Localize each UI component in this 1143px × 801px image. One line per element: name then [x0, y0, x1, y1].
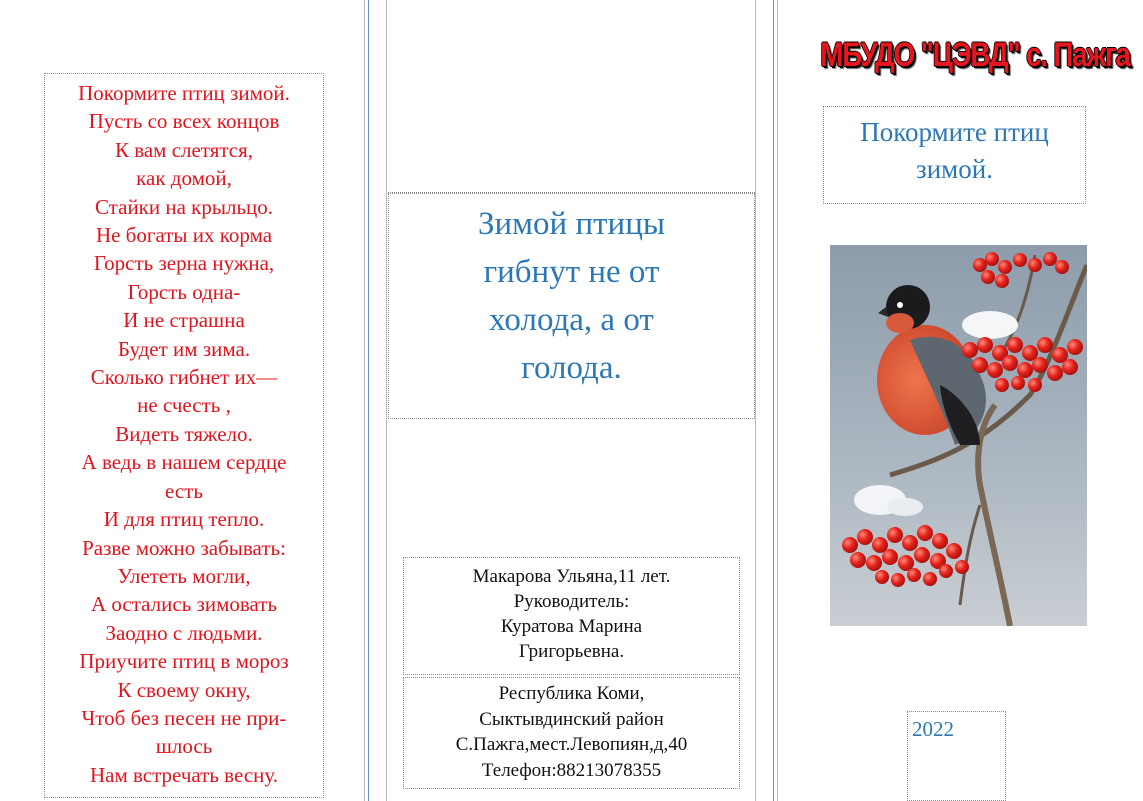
- poem-line: Сколько гибнет их—: [90, 365, 278, 390]
- slogan-line: холода, а от: [489, 302, 654, 338]
- year-frame: [907, 711, 1006, 801]
- poem-line: Будет им зима.: [117, 336, 251, 361]
- column-guide: [773, 0, 774, 801]
- poem-line: Разве можно забывать:: [82, 535, 286, 560]
- poem-line: Не богаты их корма: [95, 223, 273, 248]
- organization-title: МБУДО "ЦЭВД" с. Пажга: [820, 36, 1130, 74]
- poem-line: есть: [165, 478, 203, 503]
- cover-title-line: Покормите птиц: [860, 117, 1049, 147]
- author-frame: [403, 557, 740, 675]
- column-guide: [386, 0, 387, 801]
- author-line: Куратова Марина: [500, 616, 643, 637]
- cover-title-frame: [823, 106, 1086, 204]
- poem-line: А ведь в нашем сердце: [81, 450, 287, 475]
- poem-line: И не страшна: [123, 308, 245, 333]
- poem-line: И для птиц тепло.: [103, 507, 265, 532]
- poem-line: не счесть ,: [137, 393, 231, 418]
- poem-line: К вам слетятся,: [114, 137, 254, 162]
- poem-line: Улететь могли,: [117, 563, 251, 588]
- slogan-line: голода.: [521, 350, 622, 386]
- poem-line: Заодно с людьми.: [105, 620, 263, 645]
- address-line: Республика Коми,: [498, 683, 645, 704]
- author-line: Григорьевна.: [518, 641, 625, 662]
- poem-line: шлось: [155, 734, 213, 759]
- column-guide: [755, 0, 756, 801]
- poem-line: Приучите птиц в мороз: [79, 649, 289, 674]
- poem-line: как домой,: [136, 166, 232, 191]
- address-line: Сыктывдинский район: [479, 708, 664, 730]
- year-label: 2022: [912, 717, 954, 741]
- address-frame: [403, 677, 740, 789]
- slogan-line: Зимой птицы: [477, 206, 666, 242]
- poem-frame: [44, 73, 324, 798]
- poem-line: Горсть зерна нужна,: [93, 251, 275, 276]
- poem-line: Видеть тяжело.: [115, 421, 253, 446]
- poem-line: Пусть со всех концов: [88, 109, 280, 134]
- slogan-frame: [388, 193, 755, 419]
- column-guide: [364, 0, 365, 801]
- poem-line: Горсть одна-: [127, 279, 241, 304]
- poem-line: Чтоб без песен не при-: [81, 705, 287, 730]
- poem-line: К своему окну,: [117, 677, 251, 702]
- poem-line: А остались зимовать: [90, 592, 278, 617]
- poem-line: Стайки на крыльцо.: [94, 194, 274, 219]
- author-line: Руководитель:: [513, 591, 630, 612]
- author-line: Макарова Ульяна,11 лет.: [472, 566, 671, 587]
- bullfinch-photo: [830, 245, 1087, 626]
- address-line: Телефон:88213078355: [481, 759, 662, 781]
- column-guide: [368, 0, 369, 801]
- slogan-line: гибнут не от: [483, 254, 660, 290]
- address-line: С.Пажга,мест.Левопиян,д,40: [455, 734, 688, 755]
- poem-line: Покормите птиц зимой.: [78, 81, 290, 105]
- column-guide: [777, 0, 778, 801]
- poem-line: Нам встречать весну.: [89, 762, 279, 787]
- cover-title-line: зимой.: [916, 154, 993, 184]
